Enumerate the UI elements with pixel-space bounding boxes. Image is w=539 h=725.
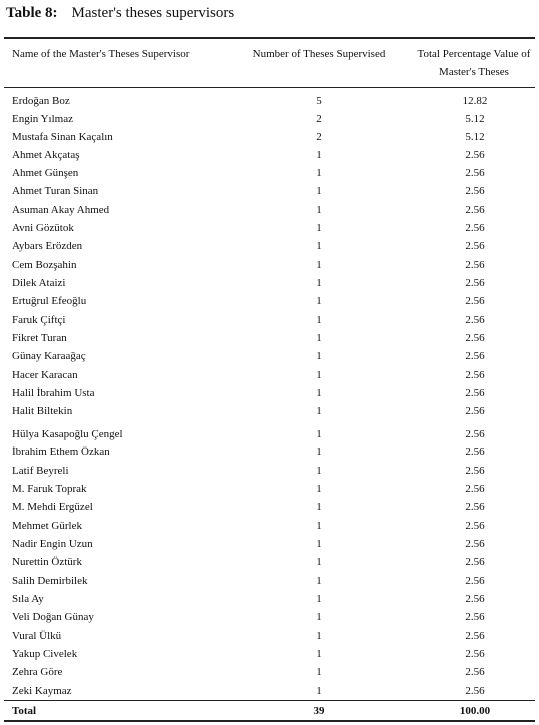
table-row [0, 201, 539, 219]
supervisor-name: Zeki Kaymaz [12, 685, 72, 697]
supervisor-name: Avni Gözütok [12, 222, 74, 234]
table-row [0, 182, 539, 200]
theses-count: 1 [316, 611, 322, 623]
table-row [0, 384, 539, 402]
theses-count: 1 [316, 332, 322, 344]
table-row [0, 92, 539, 110]
theses-count: 1 [316, 538, 322, 550]
theses-count: 1 [316, 222, 322, 234]
table-row [0, 329, 539, 347]
supervisor-name: Zehra Göre [12, 666, 63, 678]
percentage-value: 2.56 [465, 428, 485, 440]
table-row [0, 645, 539, 663]
theses-count: 1 [316, 556, 322, 568]
percentage-value: 2.56 [465, 277, 485, 289]
percentage-value: 2.56 [465, 149, 485, 161]
table-row [0, 219, 539, 237]
percentage-value: 2.56 [465, 611, 485, 623]
supervisor-name: Latif Beyreli [12, 465, 69, 477]
percentage-value: 2.56 [465, 185, 485, 197]
percentage-value: 2.56 [465, 350, 485, 362]
percentage-value: 2.56 [465, 405, 485, 417]
total-row [0, 703, 539, 719]
table-row [0, 608, 539, 626]
percentage-value: 2.56 [465, 685, 485, 697]
table-row [0, 274, 539, 292]
supervisor-name: Vural Ülkü [12, 630, 62, 642]
percentage-value: 2.56 [465, 483, 485, 495]
theses-count: 1 [316, 405, 322, 417]
percentage-value: 2.56 [465, 295, 485, 307]
percentage-value: 2.56 [465, 314, 485, 326]
supervisor-name: Günay Karaağaç [12, 350, 86, 362]
theses-count: 1 [316, 350, 322, 362]
header-name: Name of the Master's Theses Supervisor [12, 48, 190, 60]
percentage-value: 2.56 [465, 222, 485, 234]
table-row [0, 572, 539, 590]
table-row [0, 292, 539, 310]
supervisor-name: Halit Biltekin [12, 405, 73, 417]
percentage-value: 2.56 [465, 446, 485, 458]
supervisor-name: İbrahim Ethem Özkan [12, 446, 110, 458]
percentage-value: 2.56 [465, 520, 485, 532]
theses-count: 1 [316, 277, 322, 289]
theses-count: 1 [316, 685, 322, 697]
theses-count: 1 [316, 428, 322, 440]
percentage-value: 12.82 [462, 95, 488, 107]
theses-count: 1 [316, 575, 322, 587]
theses-count: 1 [316, 167, 322, 179]
table-row [0, 366, 539, 384]
percentage-value: 2.56 [465, 556, 485, 568]
theses-count: 1 [316, 648, 322, 660]
table-row [0, 535, 539, 553]
percentage-value: 2.56 [465, 369, 485, 381]
theses-count: 1 [316, 149, 322, 161]
percentage-value: 2.56 [465, 575, 485, 587]
table-row [0, 256, 539, 274]
total-rule [4, 700, 535, 701]
supervisor-name: Cem Bozşahin [12, 259, 77, 271]
supervisor-name: Halil İbrahim Usta [12, 387, 95, 399]
percentage-value: 2.56 [465, 387, 485, 399]
percentage-value: 5.12 [465, 113, 485, 125]
theses-count: 1 [316, 369, 322, 381]
table-row [0, 402, 539, 420]
theses-count: 1 [316, 465, 322, 477]
supervisor-name: Ahmet Turan Sinan [12, 185, 99, 197]
theses-count: 1 [316, 387, 322, 399]
percentage-value: 2.56 [465, 648, 485, 660]
percentage-value: 2.56 [465, 593, 485, 605]
supervisor-name: Dilek Ataizi [12, 277, 66, 289]
percentage-value: 2.56 [465, 666, 485, 678]
supervisor-name: Nadir Engin Uzun [12, 538, 93, 550]
table-row [0, 164, 539, 182]
theses-count: 1 [316, 501, 322, 513]
table-row [0, 663, 539, 681]
table-row [0, 498, 539, 516]
supervisor-name: Faruk Çiftçi [12, 314, 66, 326]
supervisor-name: Erdoğan Boz [12, 95, 70, 107]
table-title: Master's theses supervisors [71, 5, 235, 21]
theses-count: 2 [316, 131, 322, 143]
theses-count: 1 [316, 520, 322, 532]
table-row [0, 462, 539, 480]
supervisor-name: Mehmet Gürlek [12, 520, 82, 532]
supervisor-name: M. Mehdi Ergüzel [12, 501, 93, 513]
supervisor-name: Hacer Karacan [12, 369, 78, 381]
table-row [0, 237, 539, 255]
table-row [0, 517, 539, 535]
supervisor-name: Yakup Civelek [12, 648, 78, 660]
table-row [0, 480, 539, 498]
supervisor-name: Salih Demirbilek [12, 575, 88, 587]
theses-count: 1 [316, 483, 322, 495]
theses-count: 1 [316, 295, 322, 307]
theses-count: 5 [316, 95, 322, 107]
percentage-value: 2.56 [465, 167, 485, 179]
theses-count: 1 [316, 259, 322, 271]
table-row [0, 425, 539, 443]
supervisor-name: Asuman Akay Ahmed [12, 204, 110, 216]
supervisor-name: Hülya Kasapoğlu Çengel [12, 428, 123, 440]
theses-count: 1 [316, 240, 322, 252]
bottom-rule [4, 720, 535, 722]
percentage-value: 2.56 [465, 204, 485, 216]
table-row [0, 590, 539, 608]
table-row [0, 311, 539, 329]
percentage-value: 2.56 [465, 240, 485, 252]
percentage-value: 2.56 [465, 465, 485, 477]
percentage-value: 2.56 [465, 332, 485, 344]
table-row [0, 110, 539, 128]
supervisor-name: Nurettin Öztürk [12, 556, 82, 568]
percentage-value: 2.56 [465, 630, 485, 642]
table-row [0, 627, 539, 645]
header-percentage-line1: Total Percentage Value of [417, 48, 531, 60]
supervisor-name: M. Faruk Toprak [12, 483, 87, 495]
theses-count: 2 [316, 113, 322, 125]
supervisor-name: Sıla Ay [12, 593, 44, 605]
header-percentage-line2: Master's Theses [439, 66, 509, 78]
table-row [0, 128, 539, 146]
theses-count: 1 [316, 666, 322, 678]
supervisor-name: Engin Yılmaz [12, 113, 73, 125]
supervisor-name: Ahmet Akçataş [12, 149, 80, 161]
header-number: Number of Theses Supervised [252, 48, 386, 60]
supervisor-name: Mustafa Sinan Kaçalın [12, 131, 113, 143]
theses-count: 1 [316, 185, 322, 197]
total-label: Total [12, 705, 37, 717]
supervisor-name: Fikret Turan [12, 332, 67, 344]
theses-count: 1 [316, 446, 322, 458]
supervisor-name: Ahmet Günşen [12, 167, 79, 179]
supervisor-name: Aybars Erözden [12, 240, 83, 252]
total-percentage: 100.00 [459, 705, 491, 717]
table-label: Table 8: [6, 5, 58, 21]
total-number: 39 [313, 705, 325, 717]
percentage-value: 2.56 [465, 501, 485, 513]
table-row [0, 146, 539, 164]
table-row [0, 347, 539, 365]
theses-count: 1 [316, 593, 322, 605]
table-row [0, 553, 539, 571]
table-row [0, 682, 539, 700]
theses-count: 1 [316, 630, 322, 642]
percentage-value: 2.56 [465, 259, 485, 271]
supervisor-name: Ertuğrul Efeoğlu [12, 295, 87, 307]
table-row [0, 443, 539, 461]
percentage-value: 5.12 [465, 131, 485, 143]
percentage-value: 2.56 [465, 538, 485, 550]
theses-count: 1 [316, 204, 322, 216]
theses-count: 1 [316, 314, 322, 326]
supervisor-name: Veli Doğan Günay [12, 611, 94, 623]
